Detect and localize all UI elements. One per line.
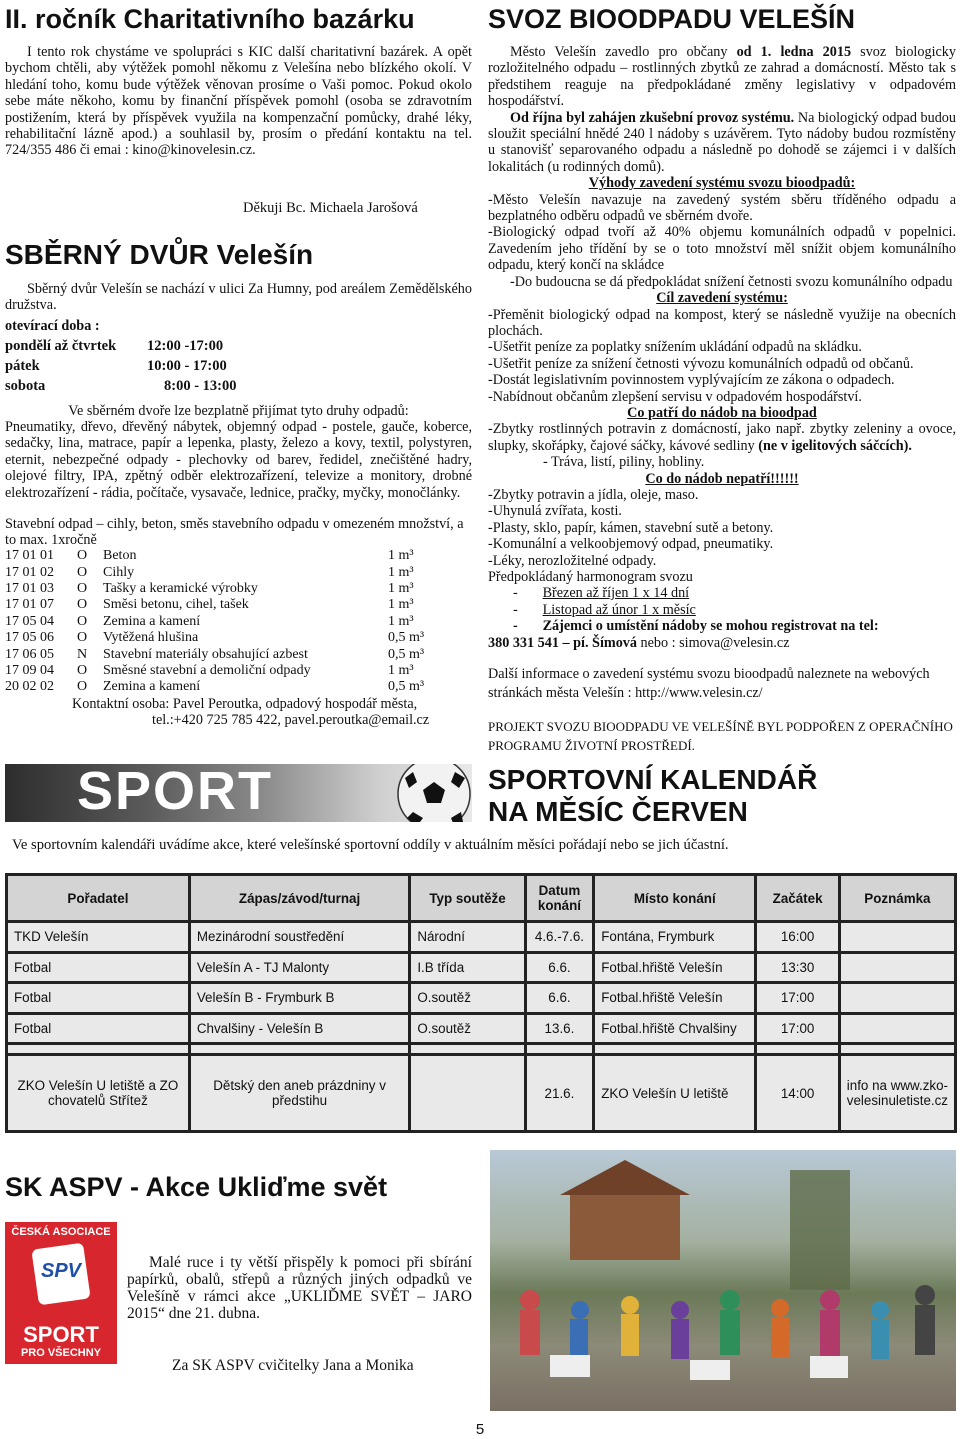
bio-benefit: -Biologický odpad tvoří až 40% objemu komunálních odpadů v popelnici. Zavedením jeho třídění by se o toto množství měl snížit objem komunálního odpadu, který končí na skládce [488, 224, 956, 274]
waste-code-row [5, 564, 468, 580]
waste-name: Zemina a kamení [103, 613, 201, 629]
bio-goal: -Nabídnout občanům zlepšení servisu v odpadovém hospodářství. [488, 388, 862, 405]
bazar-title: II. ročník Charitativního bazárku [5, 4, 415, 34]
waste-name: Směsi betonu, cihel, tašek [103, 597, 249, 613]
waste-code-row [5, 646, 468, 662]
sport-banner-text: SPORT [77, 764, 274, 821]
bio-goal: -Ušetřit peníze za poplatky snížením ukládání odpadů na skládku. [488, 339, 862, 356]
table-cell: ZKO Velešín U letiště a ZO chovatelů Střítež [8, 1056, 188, 1130]
bio-content [488, 44, 956, 755]
photo-scene-icon [490, 1150, 956, 1411]
waste-code: 17 01 07 [5, 597, 54, 613]
aspv-title: SK ASPV - Akce Ukliďme svět [5, 1172, 388, 1202]
table-cell: Mezinárodní soustředění [191, 923, 408, 951]
dvur-construction: Stavební odpad – cihly, beton, směs stavebního odpadu v omezeném množství, a to max. 1xročně [5, 516, 464, 549]
aspv-signature: Za SK ASPV cvičitelky Jana a Monika [172, 1357, 414, 1374]
table-cell: ZKO Velešín U letiště [595, 1056, 754, 1130]
waste-category: O [77, 580, 88, 596]
bio-benefits-title: Výhody zavedení systému svozu bioodpadů: [588, 175, 856, 192]
sport-calendar-table [5, 873, 957, 1133]
table-row [8, 984, 954, 1012]
waste-name: Cihly [103, 564, 135, 580]
sport-title: SPORTOVNÍ KALENDÁŘ NA MĚSÍC ČERVEN [488, 764, 818, 827]
table-cell: 21.6. [527, 1056, 592, 1130]
waste-quantity: 1 m³ [388, 580, 414, 596]
bio-reg: - Zájemci o umístění nádoby se mohou registrovat na tel: [513, 618, 879, 635]
dvur-hours-table [5, 336, 237, 396]
waste-code: 17 09 04 [5, 662, 54, 678]
table-cell [841, 1015, 954, 1043]
sport-banner [5, 764, 472, 822]
bio-benefit: -Do budoucna se dá předpokládat snížení četnosti svozu komunálního odpadu [510, 273, 953, 290]
table-cell: Národní [411, 923, 523, 951]
table-cell: Chvalšiny - Velešín B [191, 1015, 408, 1043]
waste-name: Zemina a kamení [103, 679, 201, 695]
table-cell [841, 923, 954, 951]
table-cell: Fotbal.hřiště Velešín [595, 984, 754, 1012]
aspv-body: Malé ruce i ty větší přispěly k pomoci při sbírání papírků, obalů, střepů a různých jiných odpadků ve Velešíně v rámci akce „UKLIĎME SVĚT – JARO 2015“ dne 21. dubna. [127, 1254, 472, 1322]
bio-reg-contact: 380 331 541 – pí. Šímová nebo : simova@velesin.cz [488, 634, 790, 651]
table-cell: I.B třída [411, 954, 523, 982]
waste-code: 17 01 03 [5, 580, 54, 596]
waste-codes-table [5, 548, 468, 696]
table-cell: 13:30 [757, 954, 837, 982]
waste-code: 17 01 02 [5, 564, 54, 580]
dvur-contact-line2: tel.:+420 725 785 422, pavel.peroutka@email.cz [152, 712, 430, 728]
waste-quantity: 0,5 m³ [388, 630, 425, 646]
bio-title: SVOZ BIOODPADU VELEŠÍN [488, 4, 856, 34]
group-photo [490, 1150, 956, 1411]
waste-category: O [77, 613, 88, 629]
waste-quantity: 0,5 m³ [388, 679, 425, 695]
bio-goal: -Přeměnit biologický odpad na kompost, který se následně využije na obecních plochách. [488, 306, 956, 339]
waste-quantity: 1 m³ [388, 597, 414, 613]
waste-quantity: 0,5 m³ [388, 646, 425, 662]
bio-harm-item: - Březen až říjen 1 x 14 dní [513, 585, 690, 602]
waste-code: 17 05 06 [5, 630, 54, 646]
table-cell: 4.6.-7.6. [527, 923, 592, 951]
waste-quantity: 1 m³ [388, 662, 414, 678]
bio-harm-item: - Listopad až únor 1 x měsíc [513, 601, 696, 618]
table-cell: Fotbal [8, 954, 188, 982]
soccer-ball-icon [393, 764, 472, 822]
waste-category: O [77, 548, 88, 564]
table-cell [841, 954, 954, 982]
bio-p1: Město Velešín zavedlo pro občany od 1. ledna 2015 svoz biologicky rozložitelného odpadu – rostlinných zbytků ze zahrad a domácností. Město tak s předstihem reaguje na předpokládané změny legislativy v odpadovém hospodářství. [488, 44, 956, 110]
waste-category: O [77, 630, 88, 646]
table-cell: 13.6. [527, 1015, 592, 1043]
waste-code: 17 05 04 [5, 613, 54, 629]
bio-harm-title: Předpokládaný harmonogram svozu [488, 569, 693, 585]
waste-code-row [5, 614, 468, 630]
dvur-hours-label: otevírací doba : [5, 318, 100, 334]
bio-project: PROJEKT SVOZU BIOODPADU VE VELEŠÍNĚ BYL PODPOŘEN Z OPERAČNÍHO PROGRAMU ŽIVOTNÍ PROSTŘEDÍ. [488, 719, 953, 754]
table-cell: Dětský den aneb prázdniny v předstihu [191, 1056, 408, 1130]
bazar-body: I tento rok chystáme ve spolupráci s KIC další charitativní bazárek. A opět bychom chtěli, aby výtěžek pomohl někomu z Velešína nebo blízkého okolí. V hledání toho, komu bude výtěžek věnovan prosíme o Vaši pomoc. Pokud okolo sebe máte někoho, komu by finanční příspěvek pomohl (osoba se zdravotním postižením, která by příspěvek využila na kompenzační pomůcky, drahé léky, rehabilitační lázně apod.) a souhlasil by, prosím o předání kontaktu na tel. 724/355 486 či emai : kino@kinovelesin.cz. [5, 44, 472, 159]
waste-code-row [5, 663, 468, 679]
table-cell: 17:00 [757, 1015, 837, 1043]
table-cell: 6.6. [527, 954, 592, 982]
table-spacer-row [8, 1045, 954, 1053]
table-cell: Fotbal.hřiště Velešín [595, 954, 754, 982]
dvur-accept-list: Pneumatiky, dřevo, dřevěný nábytek, objemný odpad - postele, gauče, koberce, sedačky, lina, matrace, papír a lepenka, plasty, železo a kovy, textil, polystyren, eternit, nebezpečné odpady - plechovky od barev, ředidel, znečištěné hadry, olejové filtry, IPA, zpětný odběr elektrozařízení, televize a monitory, drobné elektrozařízení - rádia, počítače, vysavače, lednice, pračky, myčky, monočlánky. [5, 419, 472, 501]
page-number: 5 [475, 1421, 485, 1438]
waste-name: Stavební materiály obsahující azbest [103, 646, 308, 662]
table-row [8, 1015, 954, 1043]
bio-more: Další informace o zavedení systému svozu bioodpadů naleznete na webových stránkách města Velešín : http://www.velesin.cz/ [488, 666, 930, 702]
bazar-signature: Děkuji Bc. Michaela Jarošová [243, 200, 418, 216]
waste-category: N [77, 646, 88, 662]
waste-quantity: 1 m³ [388, 548, 414, 564]
dvur-title: SBĚRNÝ DVŮR Velešín [5, 239, 314, 270]
table-header-row: Pořadatel Zápas/závod/turnaj Typ soutěže Datum konání Místo konání Začátek Poznámka [8, 876, 954, 920]
table-cell: 16:00 [757, 923, 837, 951]
waste-code-row [5, 679, 468, 695]
bio-goal: -Dostát legislativním povinnostem vyplývajícím ze zákona o odpadech. [488, 372, 895, 389]
waste-category: O [77, 564, 88, 580]
waste-code: 17 06 05 [5, 646, 54, 662]
waste-category: O [77, 679, 88, 695]
dvur-accept-intro: Ve sběrném dvoře lze bezplatně přijímat tyto druhy odpadů: [68, 403, 409, 419]
bio-out-title: Co do nádob nepatří!!!!!! [645, 470, 799, 487]
dvur-intro: Sběrný dvůr Velešín se nachází v ulici Za Humny, pod areálem Zemědělského družstva. [5, 281, 472, 314]
table-cell: O.soutěž [411, 1015, 523, 1043]
table-cell: 17:00 [757, 984, 837, 1012]
bio-out: -Zbytky potravin a jídla, oleje, maso. [488, 486, 699, 503]
bio-goal-title: Cíl zavedení systému: [656, 290, 788, 307]
bio-goal: -Ušetřit peníze za snížení četnosti vývozu komunálních odpadů od občanů. [488, 355, 914, 372]
waste-code: 20 02 02 [5, 679, 54, 695]
hours-row: pátek 10:00 - 17:00 [5, 357, 227, 374]
waste-name: Směsné stavební a demoliční odpady [103, 662, 311, 678]
table-cell: Fotbal [8, 984, 188, 1012]
table-cell: Velešín B - Frymburk B [191, 984, 408, 1012]
table-row [8, 923, 954, 951]
table-cell: Fontána, Frymburk [595, 923, 754, 951]
bio-in-item: - Tráva, listí, piliny, hobliny. [543, 454, 705, 471]
bio-in-title: Co patří do nádob na bioodpad [627, 404, 817, 421]
waste-category: O [77, 597, 88, 613]
table-row [8, 954, 954, 982]
bio-out: -Plasty, sklo, papír, kámen, stavební sutě a betony. [488, 519, 774, 536]
waste-name: Beton [103, 548, 137, 564]
waste-code: 17 01 01 [5, 548, 54, 564]
bio-out: -Komunální a velkoobjemový odpad, pneumatiky. [488, 536, 774, 553]
waste-code-row [5, 581, 468, 597]
aspv-logo: ČESKÁ ASOCIACE SPV SPORT PRO VŠECHNY [5, 1222, 117, 1364]
table-cell: 14:00 [757, 1056, 837, 1130]
waste-name: Tašky a keramické výrobky [103, 580, 258, 596]
table-cell: Fotbal.hřiště Chvalšiny [595, 1015, 754, 1043]
waste-code-row [5, 630, 468, 646]
table-cell: TKD Velešín [8, 923, 188, 951]
hours-row: sobota 8:00 - 13:00 [5, 377, 237, 394]
sport-intro: Ve sportovním kalendáři uvádíme akce, které velešínské sportovní oddíly v aktuálním měsíci pořádají nebo se jich účastní. [12, 837, 729, 853]
table-cell [841, 984, 954, 1012]
waste-category: O [77, 662, 88, 678]
table-row [8, 1056, 954, 1130]
waste-quantity: 1 m³ [388, 564, 414, 580]
waste-name: Vytěžená hlušina [103, 630, 199, 646]
table-cell: 6.6. [527, 984, 592, 1012]
waste-code-row [5, 597, 468, 613]
waste-quantity: 1 m³ [388, 613, 414, 629]
dvur-contact-line1: Kontaktní osoba: Pavel Peroutka, odpadový hospodář města, [72, 696, 418, 712]
waste-code-row [5, 548, 468, 564]
table-cell: O.soutěž [411, 984, 523, 1012]
bio-in-text: -Zbytky rostlinných potravin z domácností, jako např. zbytky zeleniny a ovoce, slupky, skořápky, čajové sáčky, kávové sedliny (ne v igelitových sáčcích). [488, 421, 956, 454]
table-cell: info na www.zko-velesinuletiste.cz [841, 1056, 954, 1130]
hours-row: pondělí až čtvrtek 12:00 -17:00 [5, 337, 224, 354]
table-cell: Velešín A - TJ Malonty [191, 954, 408, 982]
bio-p2: Od října byl zahájen zkušební provoz systému. Na biologický odpad budou sloužit speciální hnědé 240 l nádoby s uzávěrem. Tyto nádoby budou rozmístěny u stanovišť separovaného odpadu a následně po dohodě se zájemci i v dalších lokalitách (u rodinných domů). [488, 109, 956, 175]
bio-out: -Uhynulá zvířata, kosti. [488, 503, 622, 520]
bio-benefit: -Město Velešín navazuje na zavedený systém sběru tříděného odpadu a bezplatného odběru odpadů ve sběrném dvoře. [488, 191, 956, 225]
table-cell [411, 1056, 523, 1130]
bio-out: -Léky, nerozložitelné odpady. [488, 552, 657, 569]
table-cell: Fotbal [8, 1015, 188, 1043]
